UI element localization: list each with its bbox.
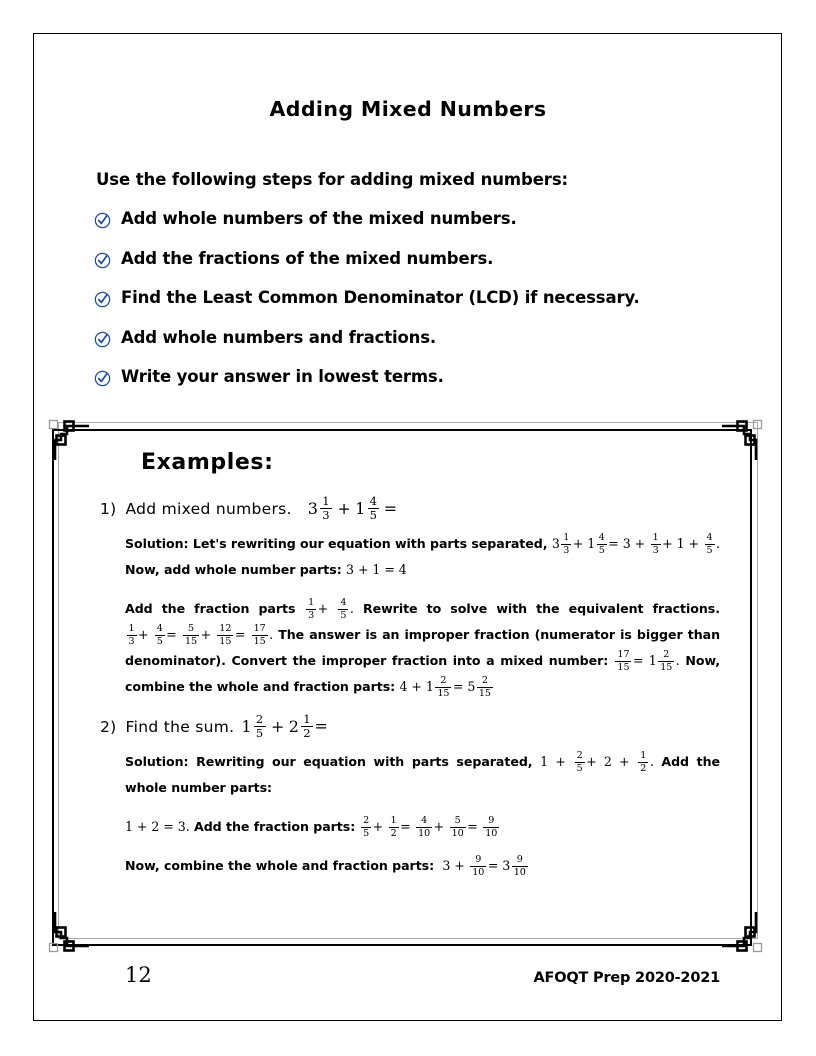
solution-text: Now, combine the whole and fraction parts: (125, 858, 435, 874)
problem-1-statement-line (100, 493, 740, 523)
list-item (94, 367, 714, 391)
problem-2-solution-part3 (125, 853, 720, 879)
problem-1-solution (125, 531, 720, 583)
intro-text: Use the following steps for adding mixed numbers: (96, 170, 569, 189)
list-item-label: Add the fractions of the mixed numbers. (121, 248, 494, 268)
solution-math: $\frac{2}{5}$ + $\frac{1}{2}$ = $\frac{4}{10}$ + $\frac{5}{10}$ = $\frac{9}{10}$ (363, 814, 498, 839)
solution-text: Add the fraction parts: (194, 819, 356, 835)
problem-1-solution-part2 (125, 596, 720, 700)
examples-heading: Examples: (141, 450, 274, 475)
solution-math: 3 $\frac{1}{3}$ + 1 $\frac{4}{5}$ = 3 + $\frac{1}{3}$ + 1 + $\frac{4}{5}$ . (551, 531, 721, 556)
list-item-label: Add whole numbers of the mixed numbers. (121, 209, 517, 228)
solution-text: Rewriting our equation with parts separated, (196, 754, 533, 770)
corner-ornament-top-left (45, 416, 91, 462)
problem-1-number: 1) (100, 500, 117, 519)
solution-text: Let's rewriting our equation with parts separated, (192, 536, 548, 552)
solution-text: The answer is an improper fraction (numerator is bigger than denominator). Convert the improper fraction into a mixed number: (125, 627, 720, 669)
solution-text: Add the whole number parts: (125, 754, 720, 796)
list-item-label: Find the Least Common Denominator (LCD) if necessary. (121, 288, 640, 307)
solution-text: Now, add whole number parts: (125, 562, 342, 578)
solution-label: Solution: (125, 754, 189, 770)
solution-math: 3 + $\frac{9}{10}$ = 3 $\frac{9}{10}$ (438, 853, 526, 878)
problem-1-equation: 3 $\frac{1}{3}$ + 1 $\frac{4}{5}$ = (307, 493, 398, 523)
corner-ornament-bottom-right (720, 910, 766, 956)
solution-math: 3 + 1 = 4 (346, 562, 407, 578)
page-title: Adding Mixed Numbers (269, 97, 547, 121)
circled-check-icon (94, 252, 111, 269)
circled-check-icon (94, 331, 111, 348)
problem-2-solution-part2 (125, 814, 720, 840)
list-item (94, 288, 714, 312)
list-item (94, 328, 714, 352)
list-item (94, 249, 714, 273)
list-item (94, 209, 714, 233)
example-problem-1 (100, 493, 740, 700)
problem-2-solution (125, 749, 720, 801)
solution-math: 1 + $\frac{2}{5}$ + 2 + $\frac{1}{2}$ . (540, 749, 654, 774)
solution-text: Rewrite to solve with the equivalent fractions. (362, 601, 720, 617)
example-problem-2 (100, 711, 740, 879)
footer-label: AFOQT Prep 2020-2021 (533, 970, 720, 986)
problem-2-statement: Find the sum. (125, 718, 235, 737)
problem-1-statement: Add mixed numbers. (125, 500, 292, 519)
problem-2-statement-line (100, 711, 740, 741)
solution-label: Solution: (125, 536, 189, 552)
solution-text: Add the fraction parts (125, 601, 296, 617)
solution-math: $\frac{17}{15}$ = 1 $\frac{2}{15}$ . (617, 648, 680, 673)
solution-math: $\frac{1}{3}$ + $\frac{4}{5}$ . (308, 596, 354, 621)
list-item-label: Add whole numbers and fractions. (121, 327, 437, 347)
page-number: 12 (125, 963, 152, 987)
circled-check-icon (94, 291, 111, 308)
solution-text: Now, combine the whole and fraction parts: (125, 653, 720, 695)
problem-2-equation: 1 $\frac{2}{5}$ + 2 $\frac{1}{2}$ = (241, 711, 329, 741)
solution-math: $\frac{1}{3}$ + $\frac{4}{5}$ = $\frac{5}{15}$ + $\frac{12}{15}$ = $\frac{17}{15}$ . (128, 622, 274, 647)
circled-check-icon (94, 212, 111, 229)
list-item-label: Write your answer in lowest terms. (121, 367, 444, 386)
problem-2-number: 2) (100, 718, 117, 737)
solution-math: 4 + 1 $\frac{2}{15}$ = 5 $\frac{2}{15}$ (399, 674, 491, 699)
corner-ornament-bottom-left (45, 910, 91, 956)
steps-list (94, 209, 714, 407)
circled-check-icon (94, 370, 111, 387)
solution-math: 1 + 2 = 3. (125, 819, 190, 835)
corner-ornament-top-right (720, 416, 766, 462)
